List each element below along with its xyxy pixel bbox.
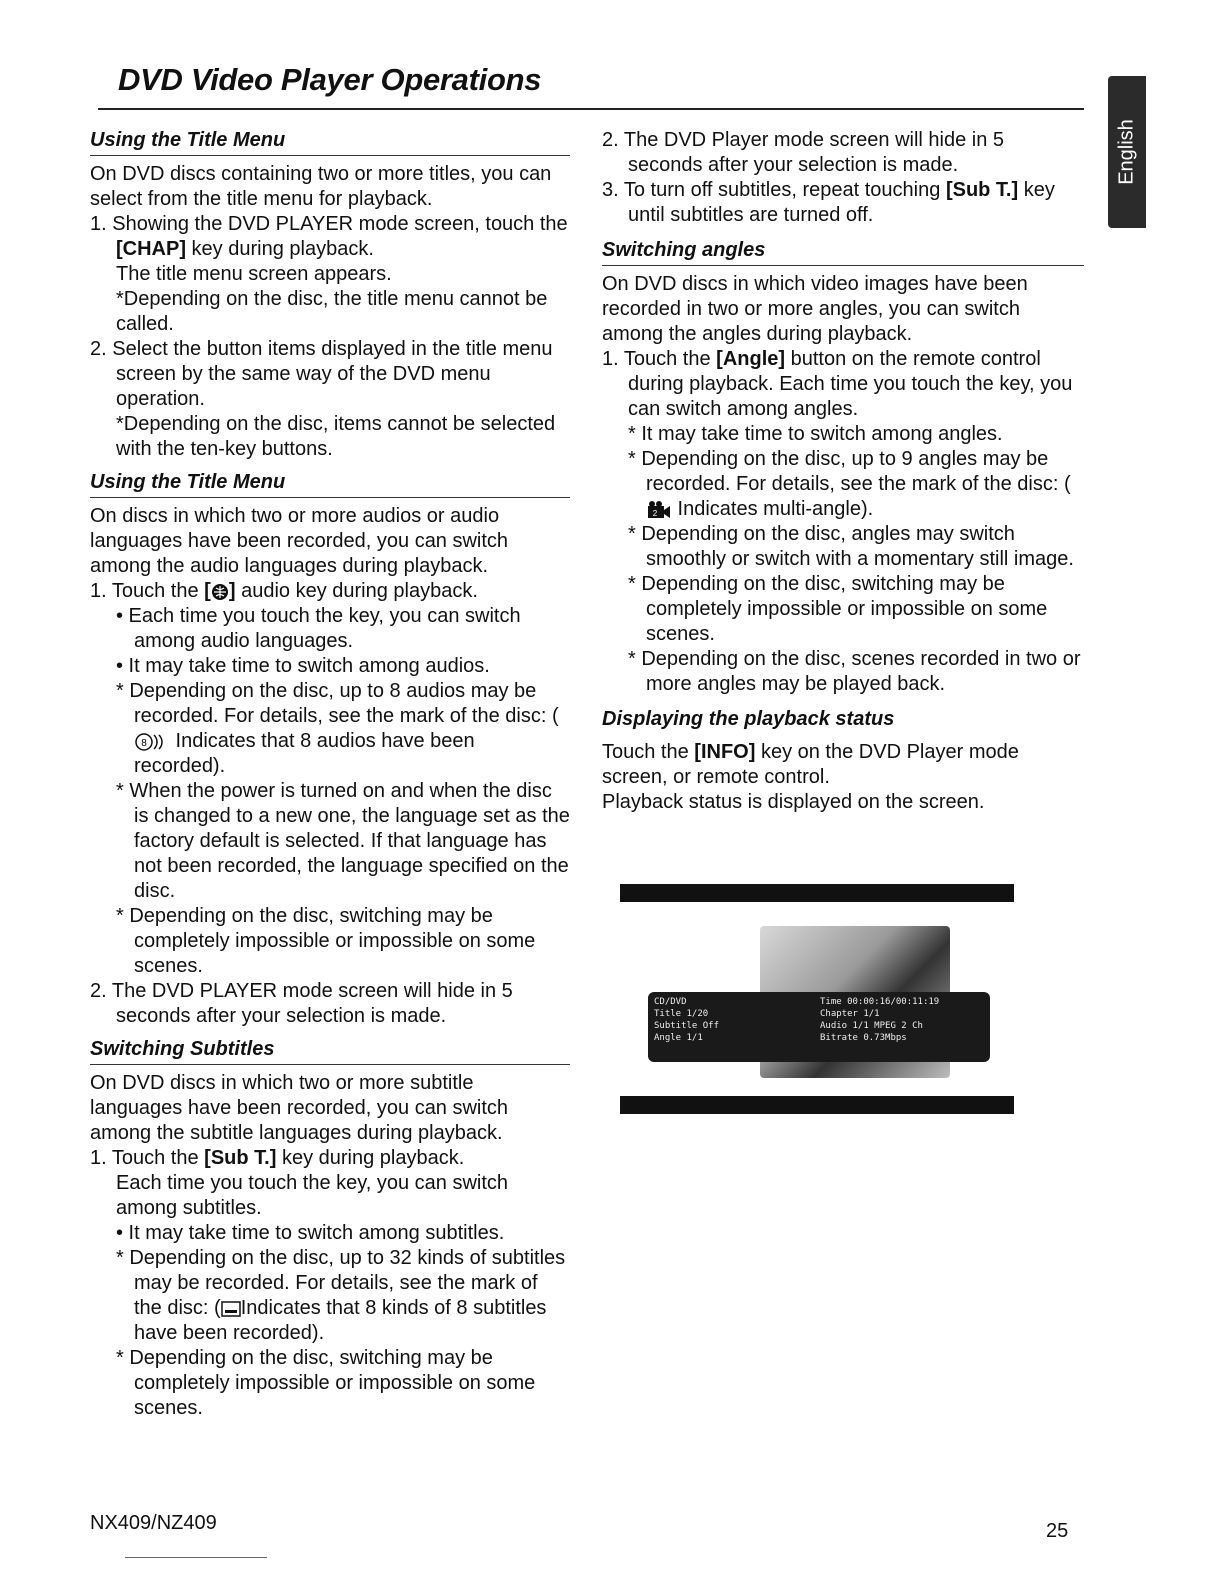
paragraph: On DVD discs in which two or more subtitle languages have been recorded, you can switch among the subtitle languages during playback. xyxy=(90,1072,509,1144)
multi-angle-icon xyxy=(646,500,672,520)
status-overlay xyxy=(648,992,990,1062)
audio-8-mark-icon xyxy=(134,732,170,752)
bullet-item: * Depending on the disc, up to 9 angles may be recorded. For details, see the mark of the disc: ( 2 Indicates multi-angle). xyxy=(628,448,1071,520)
bullet-item: * When the power is turned on and when the disc is changed to a new one, the language set as the factory default is selected. If that language has not been recorded, the language specified on the disc. xyxy=(116,780,570,902)
list-item: 1. Touch the [ ] audio key during playback. xyxy=(90,580,478,602)
svg-text:2: 2 xyxy=(652,508,658,518)
list-item: 2. The DVD PLAYER mode screen will hide in 5 seconds after your selection is made. xyxy=(90,980,513,1027)
page-number: 25 xyxy=(1046,1520,1069,1542)
bullet-item: * Depending on the disc, switching may be completely impossible or impossible on some scenes. xyxy=(116,1347,536,1419)
title-rule xyxy=(98,108,1084,110)
section-heading: Using the Title Menu xyxy=(90,470,570,498)
paragraph: Playback status is displayed on the screen. xyxy=(602,791,985,813)
bullet-item: * Depending on the disc, up to 32 kinds of subtitles may be recorded. For details, see the mark of the disc: ( Indicates that 8 kinds of 8 subtitles have been recorded). xyxy=(116,1247,566,1344)
model-number: NX409/NZ409 xyxy=(90,1512,217,1534)
audio-icon xyxy=(211,583,229,601)
bullet-item: • It may take time to switch among subtitles. xyxy=(116,1222,505,1244)
language-tab xyxy=(1108,76,1146,228)
bullet-item: * Depending on the disc, switching may be completely impossible or impossible on some scenes. xyxy=(628,573,1048,645)
page-title: DVD Video Player Operations xyxy=(118,62,542,97)
bullet-item: * It may take time to switch among angles. xyxy=(628,423,1003,445)
bullet-item: * Depending on the disc, up to 8 audios may be recorded. For details, see the mark of the disc: ( 8 Indicates that 8 audios have been recorded). xyxy=(116,680,559,777)
osd-right: Time 00:00:16/00:11:19 Chapter 1/1 Audio 1/1 MPEG 2 Ch Bitrate 0.73Mbps xyxy=(820,997,940,1043)
list-item: 2. Select the button items displayed in the title menu screen by the same way of the DVD menu operation. xyxy=(90,338,553,410)
paragraph: On discs in which two or more audios or audio languages have been recorded, you can switch among the audio languages during playback. xyxy=(90,505,509,577)
language-tab-label: English xyxy=(1115,119,1138,185)
list-item: 1. Showing the DVD PLAYER mode screen, touch the [CHAP] key during playback. xyxy=(90,213,568,260)
footer-rule xyxy=(125,1557,267,1558)
paragraph: On DVD discs containing two or more titles, you can select from the title menu for playback. xyxy=(90,163,552,210)
bullet-item: • It may take time to switch among audios. xyxy=(116,655,490,677)
osd-left: CD/DVD Title 1/20 Subtitle Off Angle 1/1 xyxy=(654,997,720,1043)
bullet-item: * Depending on the disc, angles may switch smoothly or switch with a momentary still image. xyxy=(628,523,1074,570)
section-heading: Switching Subtitles xyxy=(90,1037,570,1065)
svg-text:8: 8 xyxy=(141,737,147,749)
list-item-note: *Depending on the disc, items cannot be selected with the ten-key buttons. xyxy=(116,413,556,460)
left-column xyxy=(90,120,570,1421)
section-heading: Using the Title Menu xyxy=(90,128,570,156)
bullet-item: * Depending on the disc, switching may be completely impossible or impossible on some scenes. xyxy=(116,905,536,977)
list-item-note: Each time you touch the key, you can switch among subtitles. xyxy=(116,1172,509,1219)
list-item: 2. The DVD Player mode screen will hide in 5 seconds after your selection is made. xyxy=(602,129,1005,176)
paragraph: On DVD discs in which video images have been recorded in two or more angles, you can switch among the angles during playback. xyxy=(602,273,1028,345)
list-item: 1. Touch the [Angle] button on the remote control during playback. Each time you touch the key, you can switch among angles. xyxy=(602,348,1073,420)
paragraph: Touch the [INFO] key on the DVD Player mode screen, or remote control. xyxy=(602,741,1019,788)
bullet-item: * Depending on the disc, scenes recorded in two or more angles may be played back. xyxy=(628,648,1081,695)
section-heading: Switching angles xyxy=(602,238,1084,266)
list-item-note: *Depending on the disc, the title menu cannot be called. xyxy=(116,288,548,335)
subtitle-mark-icon xyxy=(221,1300,241,1318)
section-heading: Displaying the playback status xyxy=(602,708,895,730)
list-item-note: The title menu screen appears. xyxy=(116,263,392,285)
list-item: 3. To turn off subtitles, repeat touching [Sub T.] key until subtitles are turned off. xyxy=(602,179,1055,226)
letterbox-bar xyxy=(620,1096,1014,1114)
letterbox-bar xyxy=(620,884,1014,902)
right-column xyxy=(602,128,1084,815)
bullet-item: • Each time you touch the key, you can switch among audio languages. xyxy=(116,605,521,652)
list-item: 1. Touch the [Sub T.] key during playback. xyxy=(90,1147,465,1169)
playback-status-screenshot xyxy=(620,884,1016,1116)
